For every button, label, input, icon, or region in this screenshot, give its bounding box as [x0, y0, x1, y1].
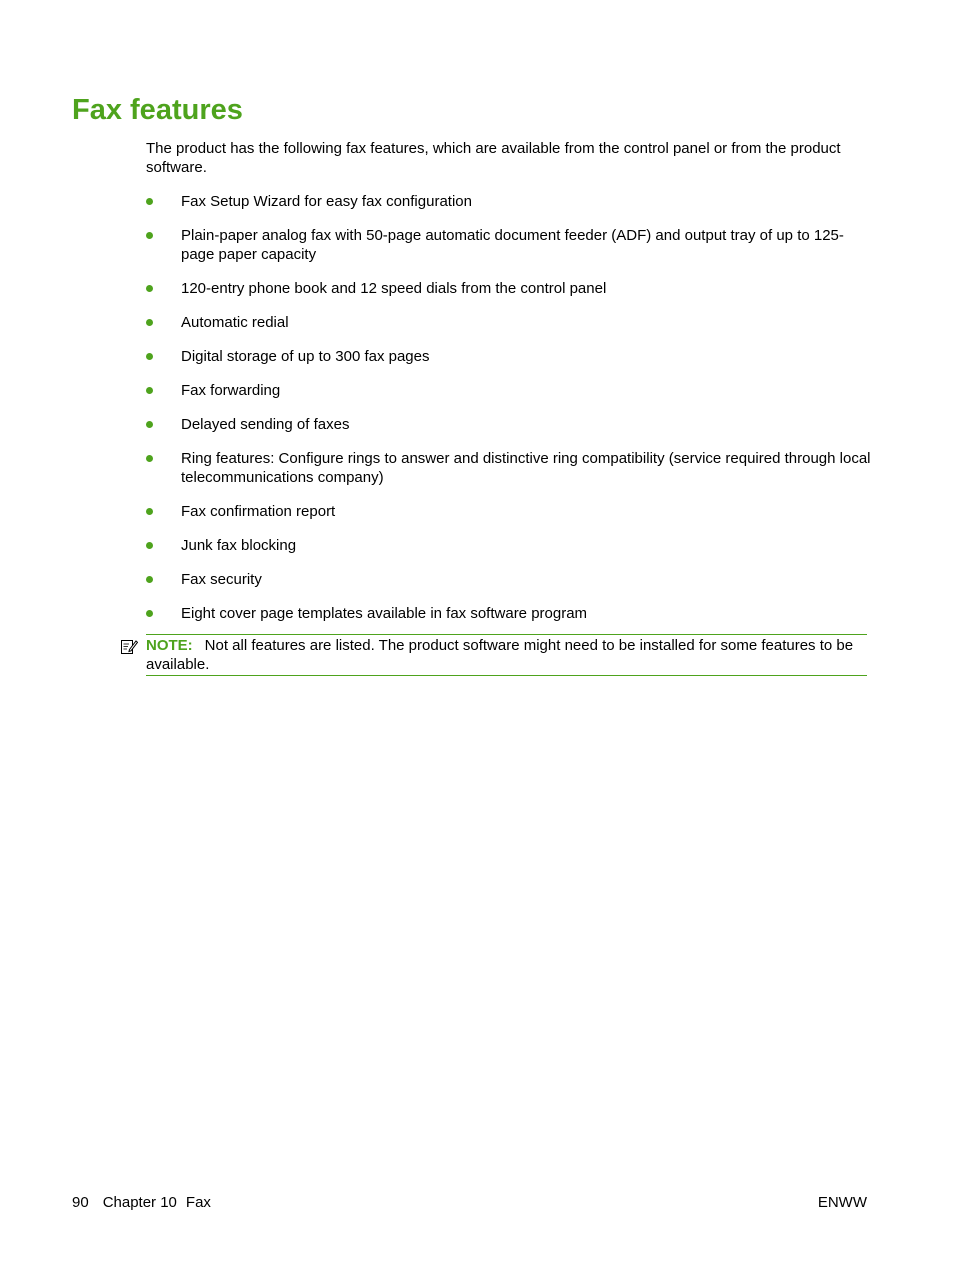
list-item — [146, 381, 872, 400]
bullet-icon — [146, 421, 153, 428]
list-item-text: Eight cover page templates available in fax software program — [181, 605, 588, 622]
note-label: NOTE: — [146, 637, 193, 654]
list-item-text: Fax security — [181, 571, 262, 588]
bullet-icon — [146, 319, 153, 326]
bullet-icon — [146, 576, 153, 583]
list-item-text: Ring features: Configure rings to answer and distinctive ring compatibility (service required through local telecommunications company) — [181, 450, 871, 486]
list-item — [146, 449, 872, 487]
note-box — [146, 634, 867, 676]
list-item-text: Junk fax blocking — [181, 537, 297, 554]
feature-list — [146, 192, 872, 638]
list-item-text: 120-entry phone book and 12 speed dials from the control panel — [181, 280, 607, 297]
page-number: 90 — [72, 1194, 89, 1211]
note-pencil-icon — [120, 637, 138, 655]
list-item-text: Digital storage of up to 300 fax pages — [181, 348, 430, 365]
list-item-text: Fax confirmation report — [181, 503, 336, 520]
footer-chapter: Chapter 10 — [102, 1194, 177, 1211]
list-item — [146, 192, 872, 211]
list-item — [146, 570, 872, 589]
bullet-icon — [146, 387, 153, 394]
list-item-text: Fax forwarding — [181, 382, 281, 399]
list-item-text: Fax Setup Wizard for easy fax configuration — [181, 193, 472, 210]
footer-right: ENWW — [817, 1194, 867, 1211]
bullet-icon — [146, 610, 153, 617]
page-title: Fax features — [72, 94, 243, 126]
bullet-icon — [146, 232, 153, 239]
list-item — [146, 347, 872, 366]
bullet-icon — [146, 198, 153, 205]
footer-left — [72, 1193, 225, 1212]
list-item-text: Automatic redial — [181, 314, 289, 331]
list-item — [146, 502, 872, 521]
list-item — [146, 604, 872, 623]
bullet-icon — [146, 455, 153, 462]
bullet-icon — [146, 353, 153, 360]
list-item — [146, 536, 872, 555]
list-item-text: Delayed sending of faxes — [181, 416, 350, 433]
list-item — [146, 226, 872, 264]
bullet-icon — [146, 542, 153, 549]
list-item-text: Plain-paper analog fax with 50-page automatic document feeder (ADF) and output tray of up to 125-page paper capacity — [181, 227, 844, 263]
bullet-icon — [146, 285, 153, 292]
bullet-icon — [146, 508, 153, 515]
intro-paragraph: The product has the following fax features, which are available from the control panel or from the product software. — [146, 140, 841, 176]
list-item — [146, 415, 872, 434]
footer-chapter-name: Fax — [185, 1194, 211, 1211]
note-text: Not all features are listed. The product software might need to be installed for some features to be available. — [146, 637, 854, 673]
list-item — [146, 313, 872, 332]
list-item — [146, 279, 872, 298]
